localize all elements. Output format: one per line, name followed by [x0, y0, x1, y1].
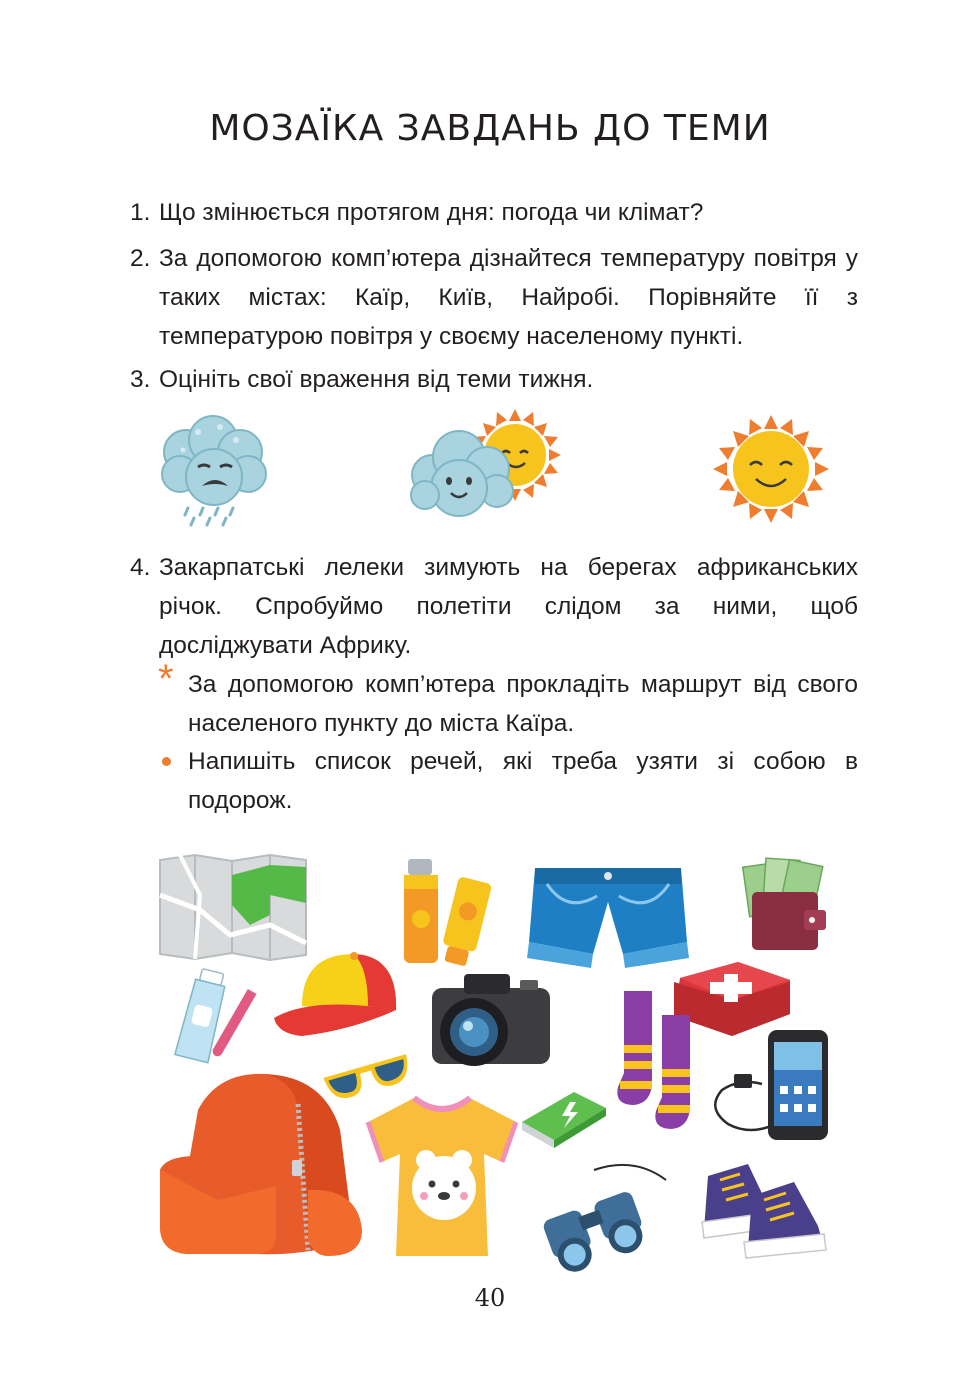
smartphone-icon[interactable] [710, 1028, 834, 1144]
camera-icon[interactable] [428, 966, 554, 1074]
task-4 [130, 548, 858, 665]
backpack-icon[interactable] [158, 1070, 370, 1258]
t-shirt-icon[interactable] [366, 1092, 518, 1258]
bullet-marker [162, 757, 171, 766]
binoculars-icon[interactable] [534, 1160, 668, 1258]
sneakers-icon[interactable] [698, 1160, 830, 1260]
wallet-icon[interactable] [742, 858, 828, 954]
task-number: 1. [130, 199, 151, 226]
page-title: МОЗАЇКА ЗАВДАНЬ ДО ТЕМИ [209, 108, 771, 149]
sunscreen-icon[interactable] [400, 855, 498, 967]
socks-icon[interactable] [612, 985, 704, 1145]
cap-icon[interactable] [272, 948, 400, 1038]
subtask-text: За допомогою комп’ютера прокладіть маршрут від свого населеного пункту до міста Каїра. [188, 671, 858, 737]
task-text: Закарпатські лелеки зимують на берегах африканських річок. Спробуймо полетіти слідом за ними, щоб досліджувати Африку. [159, 554, 858, 659]
task-3 [130, 360, 858, 399]
shorts-icon[interactable] [527, 862, 689, 970]
task-number: 2. [130, 245, 151, 272]
cloud-sun-icon[interactable] [407, 413, 562, 523]
task-number: 4. [130, 554, 151, 581]
task-text: За допомогою комп’ютера дізнайтеся температуру повітря у таких містах: Каїр, Київ, Найробі. Порівняйте її з температурою повітря у своєму населеному пункті. [159, 245, 858, 350]
task-text: Оцініть свої враження від теми тижня. [159, 366, 594, 393]
power-bank-icon[interactable] [518, 1082, 610, 1150]
happy-sun-icon[interactable] [712, 415, 830, 523]
task-number: 3. [130, 366, 151, 393]
task-2 [130, 239, 858, 356]
subtask-route [158, 657, 858, 743]
asterisk-marker: * [158, 657, 174, 701]
subtask-text: Напишіть список речей, які треба узяти зі собою в подорож. [188, 748, 858, 814]
subtask-list [160, 742, 858, 820]
page-number: 40 [474, 1284, 506, 1312]
sad-cloud-rain-icon[interactable] [158, 412, 270, 527]
task-1 [130, 193, 858, 232]
task-text: Що змінюється протягом дня: погода чи клімат? [159, 199, 704, 226]
map-icon[interactable] [160, 855, 306, 960]
toothpaste-icon[interactable] [172, 970, 264, 1066]
